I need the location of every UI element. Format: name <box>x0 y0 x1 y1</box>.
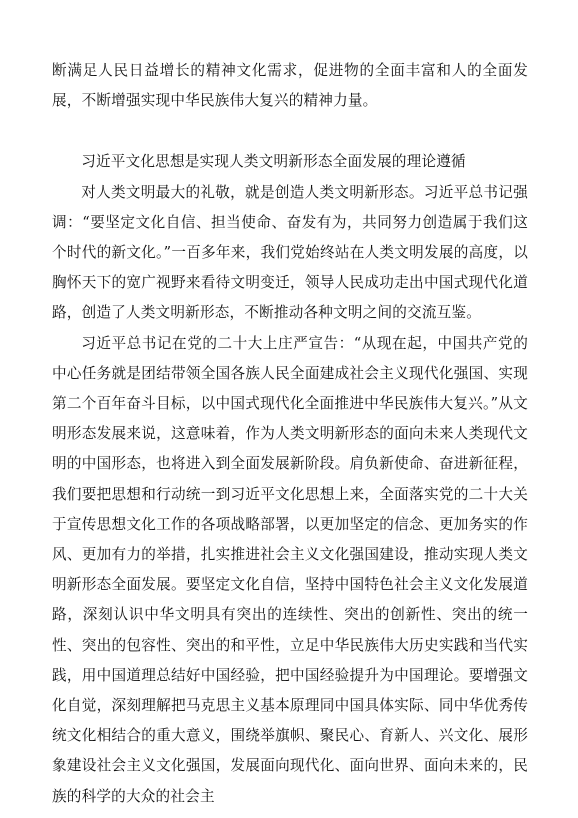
section-heading: 习近平文化思想是实现人类文明新形态全面发展的理论遵循 <box>81 153 466 171</box>
paragraph-gap <box>52 116 528 147</box>
intro-paragraph: 断满足人民日益增长的精神文化需求，促进物的全面丰富和人的全面发展，不断增强实现中华民族伟大复兴的精神力量。 <box>52 62 528 110</box>
body-paragraph-2: 习近平总书记在党的二十大上庄严宣告：“从现在起，中国共产党的中心任务就是团结带领全国各族人民全面建成社会主义现代化强国、实现第二个百年奋斗目标，以中国式现代化全面推进中华民族伟大复兴。”从文明形态发展来说，这意味着，作为人类文明新形态的面向未来人类现代文明的中国形态，也将进入到全面发展新阶段。肩负新使命、奋进新征程，我们要把思想和行动统一到习近平文化思想上来，全面落实党的二十大关于宣传思想文化工作的各项战略部署，以更加坚定的信念、更加务实的作风、更加有力的举措，扎实推进社会主义文化强国建设，推动实现人类文明新形态全面发展。要坚定文化自信，坚持中国特色社会主义文化发展道路，深刻认识中华文明具有突出的连续性、突出的创新性、突出的统一性、突出的包容性、突出的和平性，立足中华民族伟大历史实践和当代实践，用中国道理总结好中国经验，把中国经验提升为中国理论。要增强文化自觉，深刻理解把马克思主义基本原理同中国具体实际、同中华优秀传统文化相结合的重大意义，围绕举旗帜、聚民心、育新人、兴文化、展形象建设社会主义文化强国，发展面向现代化、面向世界、面向未来的，民族的科学的大众的社会主 <box>52 334 528 805</box>
body-paragraph-1: 对人类文明最大的礼敬，就是创造人类文明新形态。习近平总书记强调：“要坚定文化自信、担当使命、奋发有为，共同努力创造属于我们这个时代的新文化。”一百多年来，我们党始终站在人类文明发展的高度，以胸怀天下的宽广视野来看待文明变迁，领导人民成功走出中国式现代化道路，创造了人类文明新形态，不断推动各种文明之间的交流互鉴。 <box>52 183 528 322</box>
